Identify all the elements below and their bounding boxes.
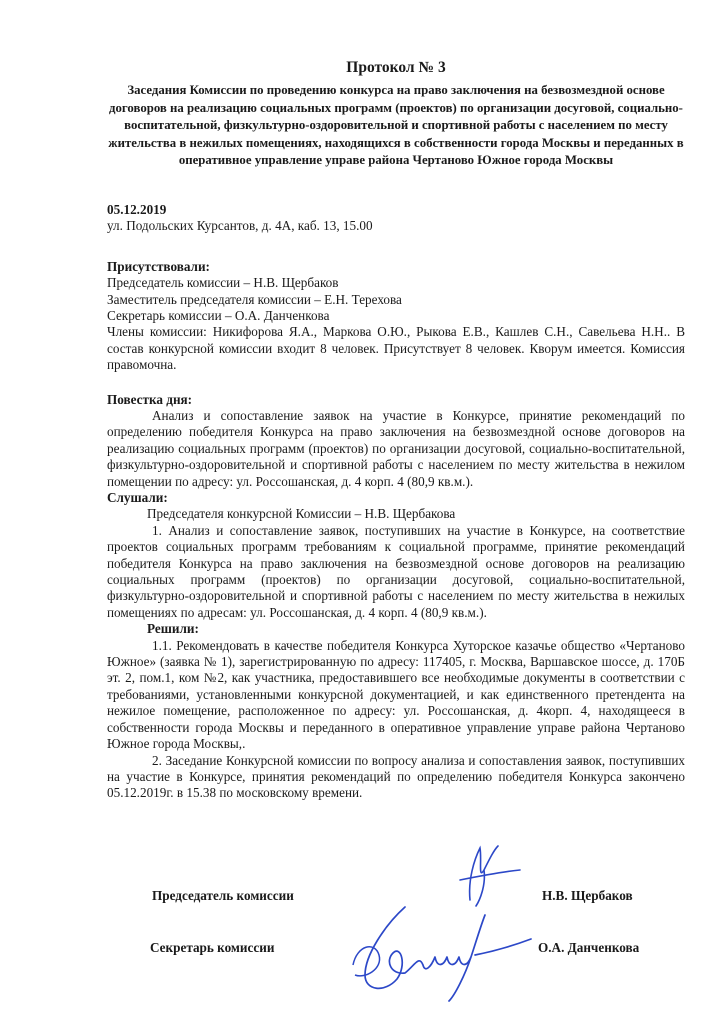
decided-item-1: 1.1. Рекомендовать в качестве победителя Конкурса Хуторское казачье общество «Чертаново Южное» (заявка № 1), зарегистрированную по адресу: 117405, г. Москва, Варшавское шоссе, д. 170Б эт. 2, пом.1, ком №2, как участника, предоставившего все необходимые документы в соответствии с требованиями, установленными конкурсной документацией, и как единственного претендента на нежилое помещение, расположенное по адресу: ул. Россошанская, д. 4корп. 4, находящееся в собственности города Москвы и переданного в оперативное управление управе района Чертаново Южное города Москвы,. (107, 637, 685, 752)
secretary-signature-name: О.А. Данченкова (538, 940, 640, 955)
meeting-address: ул. Подольских Курсантов, д. 4А, каб. 13, 15.00 (107, 218, 373, 234)
chair-signature-name: Н.В. Щербаков (542, 888, 633, 903)
decided-item-2: 2. Заседание Конкурсной комиссии по вопросу анализа и сопоставления заявок, поступивших на участие в Конкурсе, принятия рекомендаций по определению победителя Конкурса закончено 05.12.2019г. в 15.38 по московскому времени. (107, 752, 685, 801)
present-members: Члены комиссии: Никифорова Я.А., Маркова О.Ю., Рыкова Е.В., Кашлев С.Н., Савельева Н.Н.. В состав конкурсной комиссии входит 8 человек. Присутствует 8 человек. Кворум имеется. Комиссия правомочна. (107, 324, 685, 373)
agenda-text: Анализ и сопоставление заявок на участие в Конкурсе, принятие рекомендаций по определению победителя Конкурса на право заключения на безвозмездной основе договоров на реализацию социальных программ (проектов) по организации досуговой, социально-воспитательной, физкультурно-оздоровительной и спортивной работы с населением по месту жительства в нежилом помещении по адресу: ул. Россошанская, д. 4 корп. 4 (80,9 кв.м.). (107, 407, 685, 489)
present-chair: Председатель комиссии – Н.В. Щербаков (107, 275, 339, 291)
heard-heading: Слушали: (107, 490, 168, 505)
secretary-signature-label: Секретарь комиссии (150, 940, 275, 955)
document-title: Протокол № 3 (346, 59, 446, 76)
secretary-handwritten-signature (345, 895, 535, 1005)
present-heading: Присутствовали: (107, 258, 210, 274)
agenda-heading: Повестка дня: (107, 391, 193, 407)
decided-heading: Решили: (147, 621, 199, 637)
heard-item-1: 1. Анализ и сопоставление заявок, поступивших на участие в Конкурсе, на соответствие проектов социальных программ требованиям к социальной программе, принятие рекомендаций победителя Конкурса на право заключения на безвозмездной основе договоров на реализацию социальных программ (проектов) по организации досуговой, социально-воспитательной, физкультурно-оздоровительной и спортивной работы с населением по месту жительства в нежилых помещениях по адресам: ул. Россошанская, д. 4 корп. 4 (80,9 кв.м.). (107, 522, 685, 620)
chair-signature-label: Председатель комиссии (152, 888, 294, 903)
present-deputy: Заместитель председателя комиссии – Е.Н. Терехова (107, 291, 402, 307)
document-subtitle: Заседания Комиссии по проведению конкурса на право заключения на безвозмездной основе договоров на реализацию социальных программ (проектов) по организации досуговой, социально-воспитательной, физкультурно-оздоровительной и спортивной работы с населением по месту жительства в нежилых помещениях, находящихся в собственности города Москвы и переданных в оперативное управление управе района Чертаново Южное города Москвы (108, 83, 684, 168)
heard-speaker: Председателя конкурсной Комиссии – Н.В. Щербакова (147, 506, 456, 522)
present-secretary: Секретарь комиссии – О.А. Данченкова (107, 307, 330, 323)
meeting-date: 05.12.2019 (107, 201, 167, 217)
